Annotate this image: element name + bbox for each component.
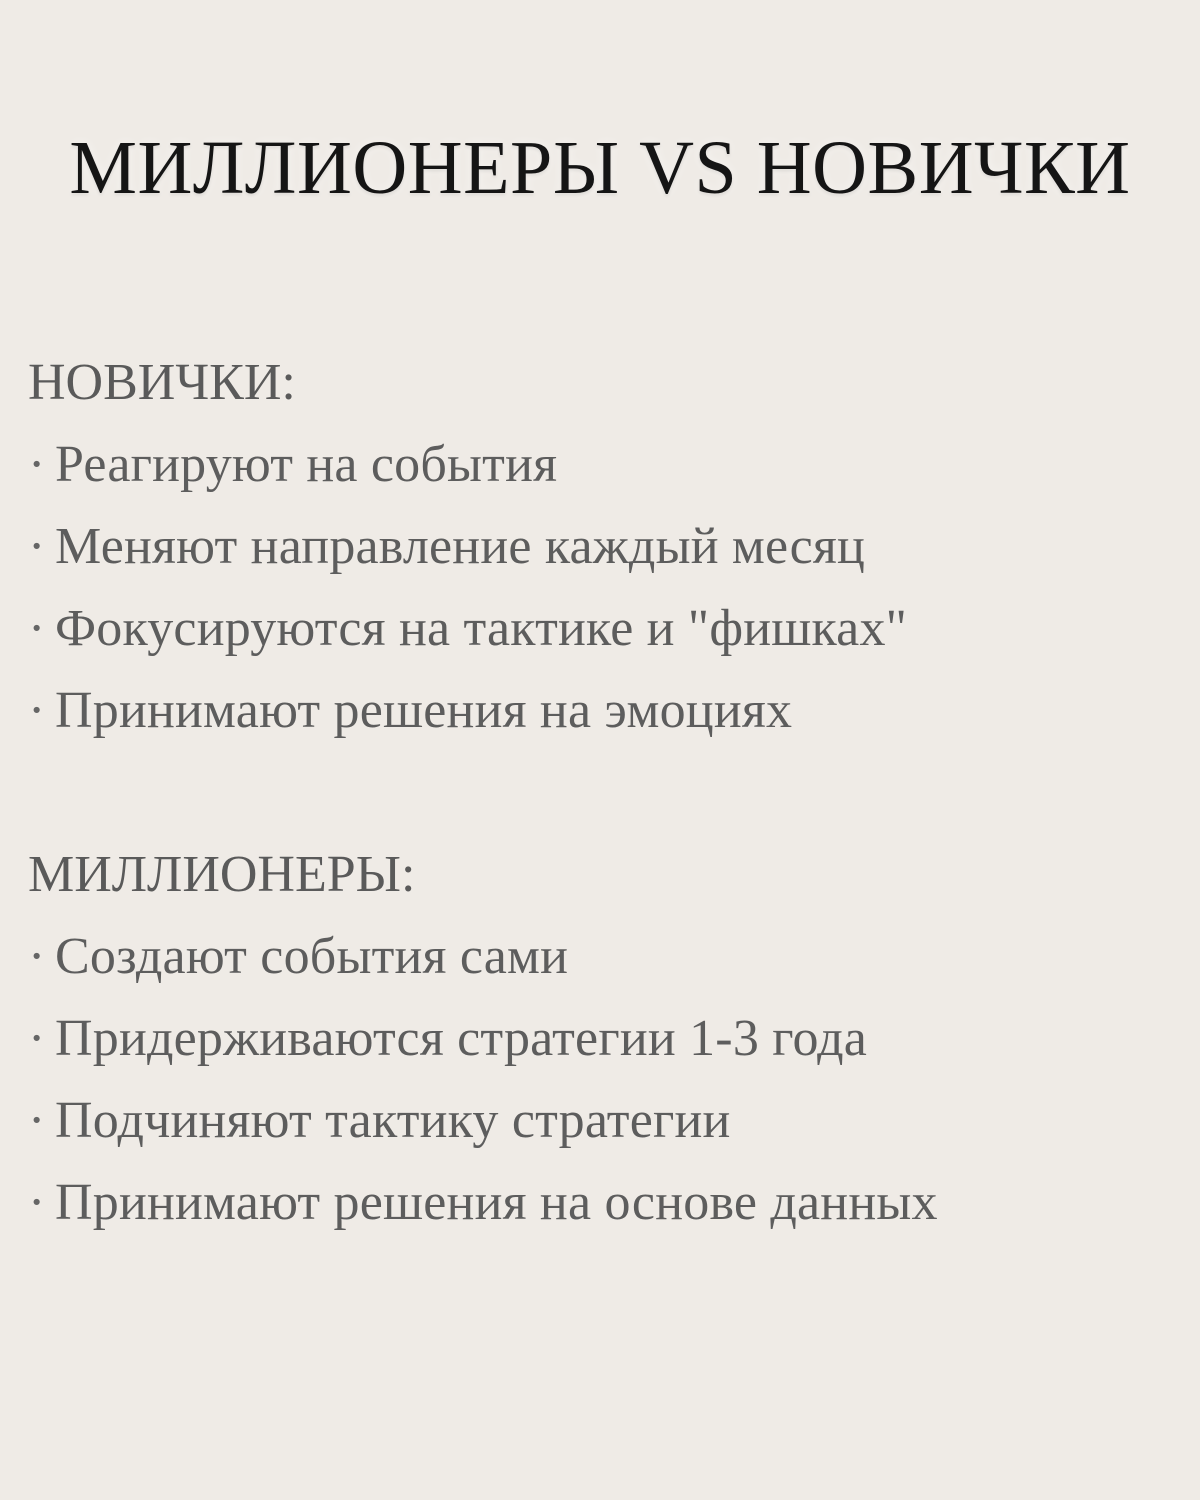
novices-section	[28, 342, 1178, 752]
bullet-dot: ·	[28, 518, 46, 575]
list-item	[28, 1080, 1178, 1162]
novices-list	[28, 424, 1178, 752]
list-item-text: Подчиняют тактику стратегии	[55, 1092, 731, 1149]
list-item	[28, 588, 1178, 670]
novices-heading: НОВИЧКИ:	[28, 354, 296, 411]
page-title: МИЛЛИОНЕРЫ VS НОВИЧКИ	[69, 126, 1131, 210]
bullet-dot: ·	[28, 928, 46, 985]
list-item-text: Фокусируются на тактике и "фишках"	[55, 600, 908, 657]
list-item	[28, 506, 1178, 588]
bullet-dot: ·	[28, 1010, 46, 1067]
list-item-text: Принимают решения на основе данных	[55, 1174, 938, 1231]
bullet-dot: ·	[28, 1174, 46, 1231]
list-item-text: Придерживаются стратегии 1-3 года	[55, 1010, 868, 1067]
bullet-dot: ·	[28, 682, 46, 739]
list-item-text: Создают события сами	[55, 928, 569, 985]
bullet-dot: ·	[28, 436, 46, 493]
list-item-text: Принимают решения на эмоциях	[55, 682, 793, 739]
list-item	[28, 1162, 1178, 1244]
millionaires-section	[28, 834, 1178, 1244]
list-item-text: Меняют направление каждый месяц	[55, 518, 866, 575]
list-item	[28, 424, 1178, 506]
millionaires-heading: МИЛЛИОНЕРЫ:	[28, 846, 416, 903]
list-item	[28, 998, 1178, 1080]
list-item	[28, 670, 1178, 752]
millionaires-list	[28, 916, 1178, 1244]
list-item-text: Реагируют на события	[55, 436, 558, 493]
bullet-dot: ·	[28, 600, 46, 657]
bullet-dot: ·	[28, 1092, 46, 1149]
list-item	[28, 916, 1178, 998]
